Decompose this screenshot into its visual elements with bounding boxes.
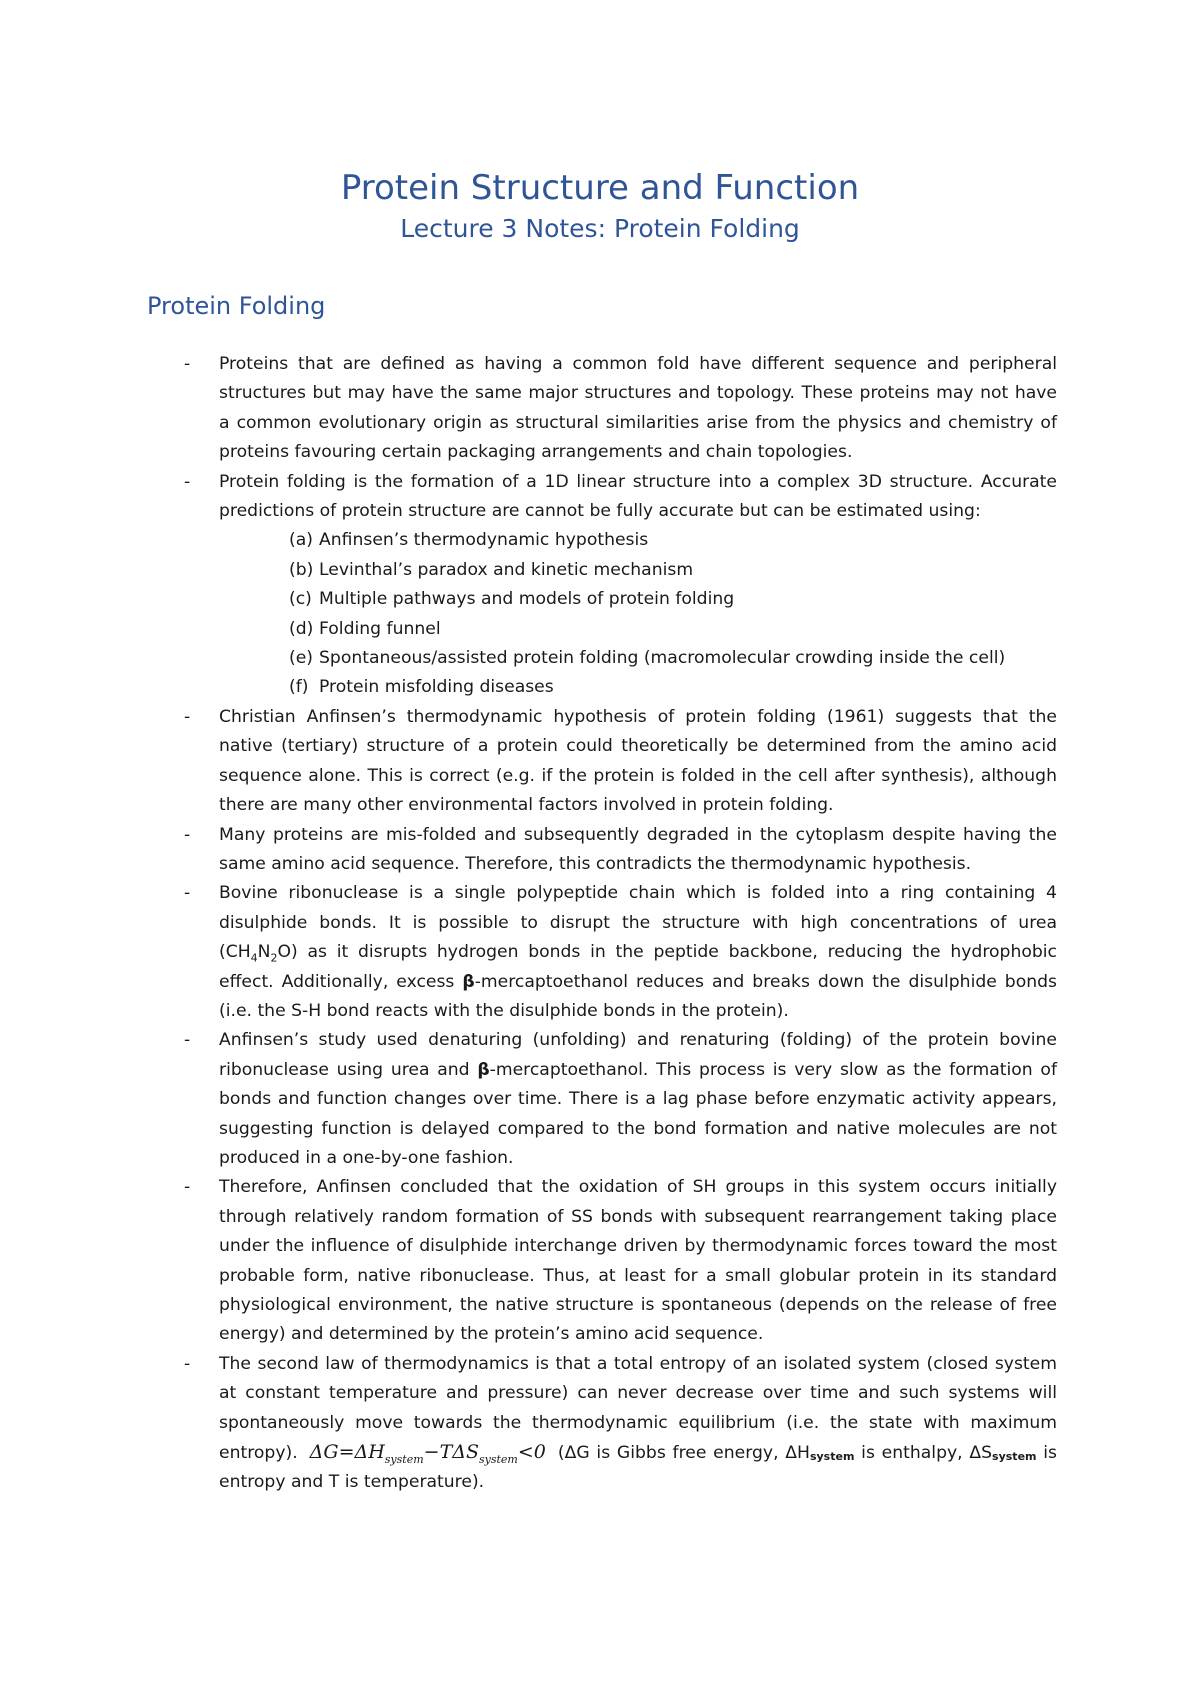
list-item-text: Levinthal’s paradox and kinetic mechanism xyxy=(319,559,694,580)
list-item xyxy=(147,615,1057,644)
list-item xyxy=(147,556,1057,585)
bullet-text: Protein folding is the formation of a 1D linear structure into a complex 3D structure. Accurate predictions of protein structure are cannot be fully accurate but can be estimated using: xyxy=(219,471,1057,522)
list-item xyxy=(147,673,1057,702)
equation-part: <0 xyxy=(517,1441,546,1464)
list-marker: (f) xyxy=(289,677,309,698)
bullet-item xyxy=(147,1350,1057,1498)
bullet-dash: - xyxy=(184,883,191,904)
bullet-item xyxy=(147,703,1057,821)
text-run: -mercaptoethanol. This process is very slow as the formation of bonds and function changes over time. There is a lag phase before enzymatic activity appears, suggesting function is delayed compared to the bond formation and native molecules are not produced in a one-by-one fashion. xyxy=(219,1059,1058,1168)
list-marker: (c) xyxy=(289,589,312,610)
subscript: system xyxy=(992,1450,1037,1464)
equation-part: −TΔS xyxy=(423,1441,479,1464)
subscript: 4 xyxy=(250,951,258,965)
bullet-item xyxy=(147,1173,1057,1349)
bullet-item xyxy=(147,1026,1057,1173)
bullet-text xyxy=(219,1030,1057,1168)
bullet-dash: - xyxy=(184,706,191,727)
subscript: system xyxy=(384,1452,424,1466)
list-marker: (a) xyxy=(289,530,313,551)
bullet-dash: - xyxy=(184,1353,191,1374)
list-item xyxy=(147,585,1057,614)
text-run: is enthalpy, ΔS xyxy=(854,1443,993,1464)
bullet-dash: - xyxy=(184,354,191,374)
bullet-item xyxy=(147,821,1057,880)
list-item xyxy=(147,644,1057,673)
bullet-text: Proteins that are defined as having a common fold have different sequence and peripheral structures but may have the same major structures and topology. These proteins may not have a common evolutionary origin as structural similarities arise from the physics and chemistry of proteins favouring certain packaging arrangements and chain topologies. xyxy=(219,354,1057,463)
bullet-dash: - xyxy=(184,1177,191,1198)
subscript: system xyxy=(479,1452,518,1466)
beta-symbol: β xyxy=(477,1059,490,1080)
list-item-text: Protein misfolding diseases xyxy=(319,677,554,698)
list-item-text: Multiple pathways and models of protein folding xyxy=(319,589,735,610)
bullet-item xyxy=(147,879,1057,1026)
list-item-text: Spontaneous/assisted protein folding (macromolecular crowding inside the cell) xyxy=(319,648,1006,669)
list-marker: (b) xyxy=(289,559,314,580)
bullet-text: Many proteins are mis-folded and subsequently degraded in the cytoplasm despite having the same amino acid sequence. Therefore, this contradicts the thermodynamic hypothesis. xyxy=(219,824,1057,874)
bullet-text: Christian Anfinsen’s thermodynamic hypothesis of protein folding (1961) suggests that the native (tertiary) structure of a protein could theoretically be determined from the amino acid sequence alone. This is correct (e.g. if the protein is folded in the cell after synthesis), although there are many other environmental factors involved in protein folding. xyxy=(219,706,1057,816)
text-run: O) as it disrupts hydrogen bonds in the peptide backbone, reducing the hydrophobic effect. Additionally, excess xyxy=(219,942,1057,992)
gibbs-equation xyxy=(298,1441,558,1466)
bullet-item xyxy=(147,468,1057,527)
beta-symbol: β xyxy=(462,971,475,992)
subscript: system xyxy=(809,1450,855,1464)
bullet-text xyxy=(219,883,1057,1021)
bullet-dash: - xyxy=(184,1030,191,1051)
list-item-text: Folding funnel xyxy=(319,618,441,639)
text-run: -mercaptoethanol reduces and breaks down the disulphide bonds (i.e. the S-H bond reacts with the disulphide bonds in the protein). xyxy=(219,971,1057,1021)
section-body xyxy=(147,350,1057,1498)
list-item xyxy=(147,526,1057,555)
section-heading: Protein Folding xyxy=(147,292,326,320)
equation-part: ΔG=ΔH xyxy=(309,1441,385,1464)
list-marker: (d) xyxy=(289,618,314,639)
text-run: The second law of thermodynamics is that a total entropy of an isolated system (closed system at constant temperature and pressure) can never decrease over time and such systems will spontaneously move towards the thermodynamic equilibrium (i.e. the state with maximum entropy). xyxy=(219,1353,1057,1464)
subscript: 2 xyxy=(270,951,278,965)
list-item-text: Anfinsen’s thermodynamic hypothesis xyxy=(319,530,649,551)
bullet-text xyxy=(219,1354,1057,1493)
text-run: Anfinsen’s study used denaturing (unfolding) and renaturing (folding) of the protein bovine ribonuclease using urea and xyxy=(219,1030,1057,1080)
list-marker: (e) xyxy=(289,648,313,669)
bullet-dash: - xyxy=(184,824,191,845)
bullet-item xyxy=(147,350,1057,468)
bullet-text: Therefore, Anfinsen concluded that the oxidation of SH groups in this system occurs initially through relatively random formation of SS bonds with subsequent rearrangement taking place under the influence of disulphide interchange driven by thermodynamic forces toward the most probable form, native ribonuclease. Thus, at least for a small globular protein in its standard physiological environment, the native structure is spontaneous (depends on the release of free energy) and determined by the protein’s amino acid sequence. xyxy=(219,1177,1057,1345)
text-run: Bovine ribonuclease is a single polypeptide chain which is folded into a ring containing 4 disulphide bonds. It is possible to disrupt the structure with high concentrations of urea (CH xyxy=(219,883,1057,963)
document-subtitle: Lecture 3 Notes: Protein Folding xyxy=(400,214,800,243)
document-title: Protein Structure and Function xyxy=(340,168,860,208)
text-run: N xyxy=(257,942,271,963)
bullet-dash: - xyxy=(184,471,191,492)
text-run: is entropy and T is temperature). xyxy=(219,1443,1057,1493)
text-run: (ΔG is Gibbs free energy, ΔH xyxy=(557,1443,810,1464)
